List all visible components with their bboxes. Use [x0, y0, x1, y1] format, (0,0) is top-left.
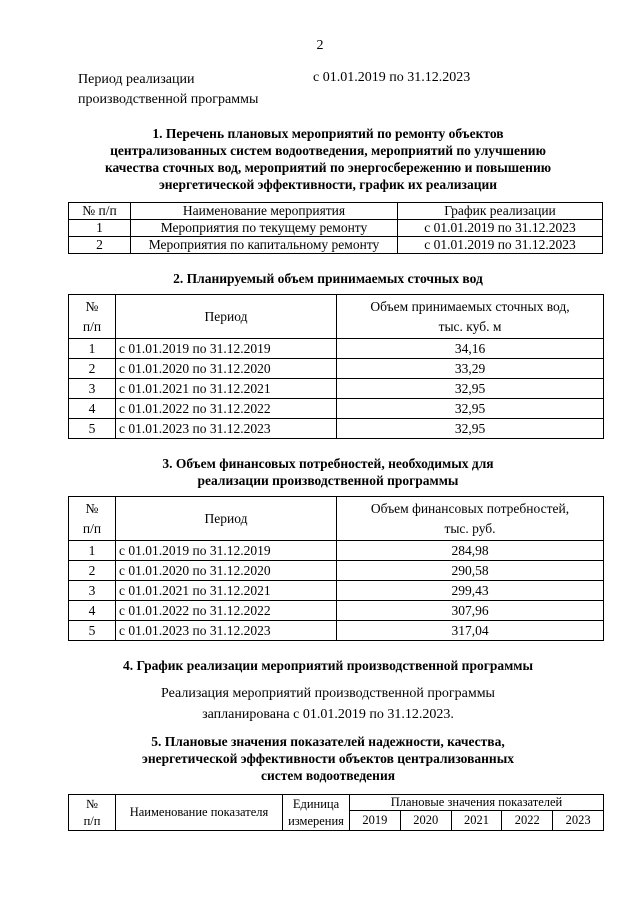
cell-volume: 32,95	[337, 379, 604, 399]
section1-title	[40, 125, 616, 193]
header-schedule: График реализации	[398, 203, 603, 220]
section1-title-line: централизованных систем водоотведения, мероприятий по улучшению	[110, 143, 546, 158]
header-volume-line1: Объем принимаемых сточных вод,	[370, 298, 570, 314]
cell-volume: 32,95	[337, 399, 604, 419]
section3-title-line: реализации производственной программы	[197, 473, 459, 488]
section4-text-line1: Реализация мероприятий производственной программы	[161, 686, 495, 701]
cell-num: 1	[69, 220, 131, 237]
section3-title	[40, 455, 616, 489]
section5-title	[40, 733, 616, 784]
table-header-row	[69, 795, 604, 811]
header-year: 2023	[553, 811, 604, 831]
header-finance-line1: Объем финансовых потребностей,	[370, 500, 570, 516]
cell-period: с 01.01.2019 по 31.12.2019	[116, 339, 337, 359]
wastewater-volume-table	[68, 294, 604, 439]
header-indicator-name: Наименование показателя	[116, 795, 283, 831]
section5-title-line: 5. Плановые значения показателей надежности, качества,	[151, 734, 505, 749]
cell-num: 2	[69, 561, 116, 581]
header-num-line2: п/п	[82, 318, 102, 334]
section3-title-line: 3. Объем финансовых потребностей, необходимых для	[162, 456, 494, 471]
header-unit	[283, 795, 350, 831]
section5-title-line: энергетической эффективности объектов централизованных	[141, 751, 514, 766]
header-num: № п/п	[69, 203, 131, 220]
header-num-line1: №	[86, 796, 98, 811]
cell-volume: 34,16	[337, 339, 604, 359]
cell-num: 3	[69, 379, 116, 399]
cell-finance: 317,04	[337, 621, 604, 641]
table-row	[69, 601, 604, 621]
cell-period: с 01.01.2022 по 31.12.2022	[116, 399, 337, 419]
cell-measure: Мероприятия по текущему ремонту	[131, 220, 398, 237]
header-volume	[337, 295, 604, 339]
header-num	[69, 497, 116, 541]
table-row	[69, 541, 604, 561]
header-unit-line1: Единица	[292, 796, 340, 811]
table-header-row	[69, 203, 603, 220]
cell-num: 5	[69, 621, 116, 641]
cell-num: 2	[69, 359, 116, 379]
header-num	[69, 295, 116, 339]
cell-period: с 01.01.2023 по 31.12.2023	[116, 621, 337, 641]
page-number: 2	[316, 38, 324, 53]
header-num-line1: №	[85, 298, 99, 314]
section1-title-line: энергетической эффективности, график их реализации	[158, 177, 498, 192]
header-finance-line2: тыс. руб.	[444, 520, 496, 536]
section4-text-line2: запланирована с 01.01.2019 по 31.12.2023.	[202, 707, 454, 722]
header-period: Период	[116, 497, 337, 541]
section4-text	[40, 683, 616, 725]
header-planned-values: Плановые значения показателей	[350, 795, 604, 811]
period-value: с 01.01.2019 по 31.12.2023	[313, 70, 471, 85]
table-row	[69, 561, 604, 581]
table-row	[69, 359, 604, 379]
header-year: 2022	[502, 811, 553, 831]
cell-finance: 307,96	[337, 601, 604, 621]
header-period: Период	[116, 295, 337, 339]
cell-num: 5	[69, 419, 116, 439]
table-row	[69, 581, 604, 601]
header-unit-line2: измерения	[288, 813, 344, 828]
cell-period: с 01.01.2020 по 31.12.2020	[116, 359, 337, 379]
cell-schedule: с 01.01.2019 по 31.12.2023	[398, 220, 603, 237]
measures-table	[68, 202, 603, 254]
table-header-row	[69, 497, 604, 541]
cell-num: 1	[69, 339, 116, 359]
header-num-line2: п/п	[82, 520, 102, 536]
cell-num: 1	[69, 541, 116, 561]
header-year: 2021	[451, 811, 502, 831]
cell-measure: Мероприятия по капитальному ремонту	[131, 237, 398, 254]
header-num-line1: №	[85, 500, 99, 516]
section2-title: 2. Планируемый объем принимаемых сточных вод	[173, 271, 483, 286]
header-volume-line2: тыс. куб. м	[438, 318, 502, 334]
header-num-line2: п/п	[83, 813, 101, 828]
table-row	[69, 621, 604, 641]
cell-finance: 290,58	[337, 561, 604, 581]
period-label-line2: производственной программы	[78, 92, 259, 107]
cell-finance: 284,98	[337, 541, 604, 561]
table-row	[69, 379, 604, 399]
table-row	[69, 419, 604, 439]
cell-period: с 01.01.2021 по 31.12.2021	[116, 379, 337, 399]
section1-title-line: качества сточных вод, мероприятий по энергосбережению и повышению	[104, 160, 552, 175]
cell-num: 2	[69, 237, 131, 254]
cell-num: 4	[69, 601, 116, 621]
header-year: 2019	[350, 811, 401, 831]
cell-period: с 01.01.2019 по 31.12.2019	[116, 541, 337, 561]
financial-needs-table	[68, 496, 604, 641]
header-year: 2020	[400, 811, 451, 831]
section5-title-line: систем водоотведения	[260, 768, 396, 783]
cell-period: с 01.01.2023 по 31.12.2023	[116, 419, 337, 439]
table-header-row	[69, 295, 604, 339]
cell-schedule: с 01.01.2019 по 31.12.2023	[398, 237, 603, 254]
cell-finance: 299,43	[337, 581, 604, 601]
section4-title: 4. График реализации мероприятий производственной программы	[122, 658, 534, 673]
header-measure-name: Наименование мероприятия	[131, 203, 398, 220]
cell-period: с 01.01.2021 по 31.12.2021	[116, 581, 337, 601]
cell-num: 3	[69, 581, 116, 601]
table-row	[69, 399, 604, 419]
table-row	[69, 237, 603, 254]
cell-period: с 01.01.2020 по 31.12.2020	[116, 561, 337, 581]
indicators-table	[68, 794, 604, 831]
header-num	[69, 795, 116, 831]
cell-volume: 33,29	[337, 359, 604, 379]
cell-num: 4	[69, 399, 116, 419]
period-label	[78, 70, 258, 110]
table-row	[69, 220, 603, 237]
header-finance	[337, 497, 604, 541]
table-row	[69, 339, 604, 359]
cell-volume: 32,95	[337, 419, 604, 439]
period-label-line1: Период реализации	[78, 72, 195, 87]
section1-title-line: 1. Перечень плановых мероприятий по ремонту объектов	[152, 126, 504, 141]
cell-period: с 01.01.2022 по 31.12.2022	[116, 601, 337, 621]
